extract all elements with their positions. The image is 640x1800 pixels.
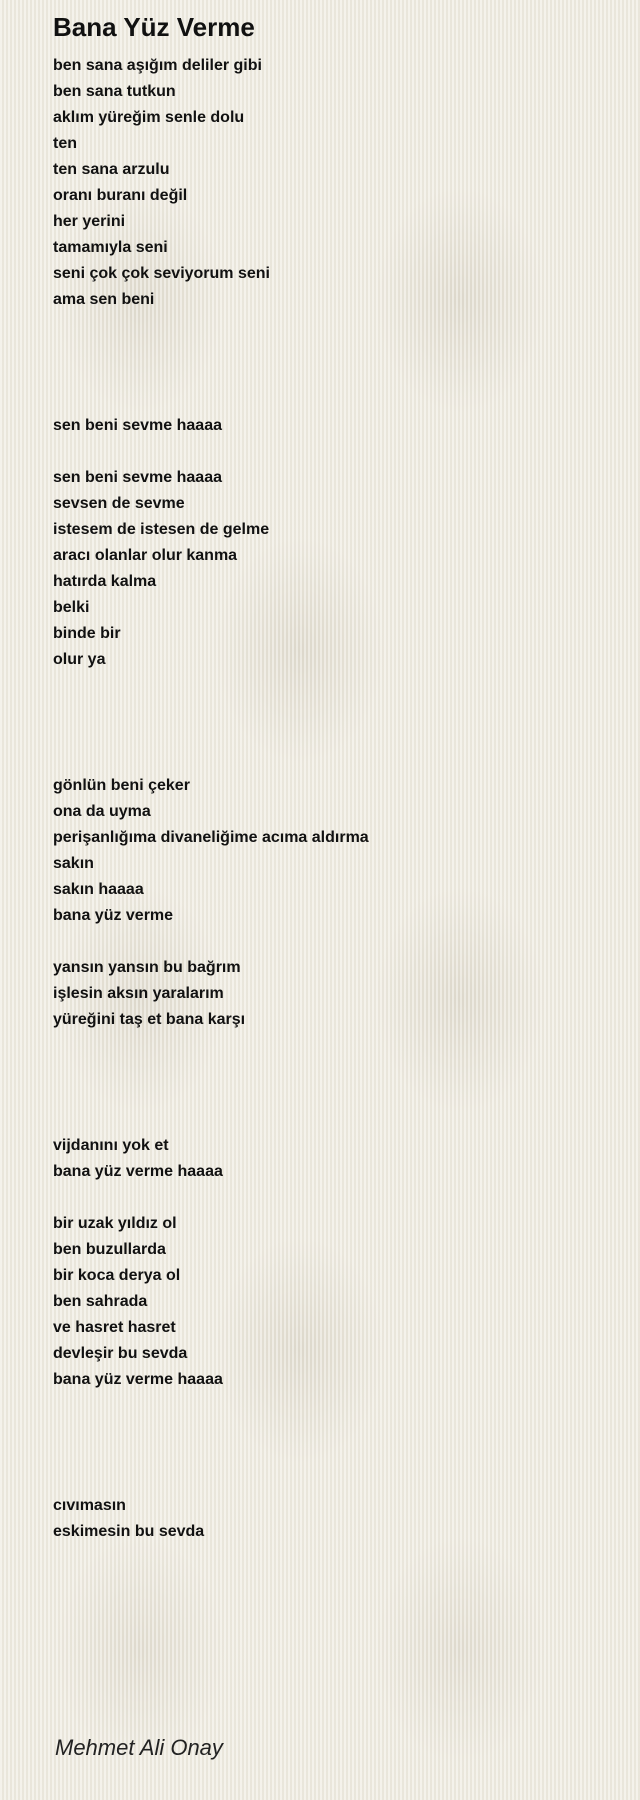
poem-line: ben buzullarda [53,1241,166,1258]
poem-line: binde bir [53,625,121,642]
poem-line: bana yüz verme [53,907,174,924]
poem-line: ben sana aşığım deliler gibi [53,57,262,74]
poem-line: ona da uyma [53,803,151,820]
stanza-5 [53,955,613,1033]
poem-line: gönlün beni çeker [53,777,190,794]
stanza-8 [53,1493,613,1545]
stanza-4 [53,773,613,929]
poem-line: her yerini [53,213,126,230]
poem-title: Bana Yüz Verme [53,12,255,42]
poem-line: ben sahrada [53,1293,148,1310]
poem-line: seni çok çok seviyorum seni [53,265,270,282]
poem-line: bana yüz verme haaaa [53,1371,223,1388]
poem-line: sen beni sevme haaaa [53,417,222,434]
poem-line: işlesin aksın yaralarım [53,985,224,1002]
poem-line: cıvımasın [53,1497,126,1514]
poem-line: yansın yansın bu bağrım [53,959,241,976]
poem-line: aklım yüreğim senle dolu [53,109,245,126]
poem-line: bana yüz verme haaaa [53,1163,223,1180]
poem-line: vijdanını yok et [53,1137,169,1154]
poem-line: yüreğini taş et bana karşı [53,1011,246,1028]
poem-line: bir koca derya ol [53,1267,181,1284]
poem-line: tamamıyla seni [53,239,168,256]
poem-line: perişanlığıma divaneliğime acıma aldırma [53,829,369,846]
poem-line: sakın haaaa [53,881,144,898]
stanza-gap [53,439,613,465]
stanza-gap [53,1185,613,1211]
stanza-1 [53,53,613,313]
poem-line: oranı buranı değil [53,187,188,204]
poem-line: ama sen beni [53,291,155,308]
poem-line: eskimesin bu sevda [53,1523,205,1540]
poem-line: ve hasret hasret [53,1319,176,1336]
stanza-2 [53,413,613,439]
stanza-gap [53,1393,613,1493]
poem-line: ten sana arzulu [53,161,170,178]
poem-line: devleşir bu sevda [53,1345,188,1362]
poem-line: sevsen de sevme [53,495,185,512]
poem-line: sakın [53,855,94,872]
poem-line: ten [53,135,77,152]
poem-line: hatırda kalma [53,573,157,590]
poem [53,8,613,1545]
poem-line: bir uzak yıldız ol [53,1215,177,1232]
poem-body [53,53,613,1545]
poem-line: aracı olanlar olur kanma [53,547,238,564]
poem-line: sen beni sevme haaaa [53,469,222,486]
poem-line: istesem de istesen de gelme [53,521,270,538]
stanza-3 [53,465,613,673]
poem-line: olur ya [53,651,106,668]
poem-line: belki [53,599,90,616]
poem-author: Mehmet Ali Onay [55,1735,223,1760]
stanza-gap [53,929,613,955]
stanza-7 [53,1211,613,1393]
stanza-6 [53,1133,613,1185]
poem-line: ben sana tutkun [53,83,176,100]
stanza-gap [53,313,613,413]
stanza-gap [53,1033,613,1133]
stanza-gap [53,673,613,773]
